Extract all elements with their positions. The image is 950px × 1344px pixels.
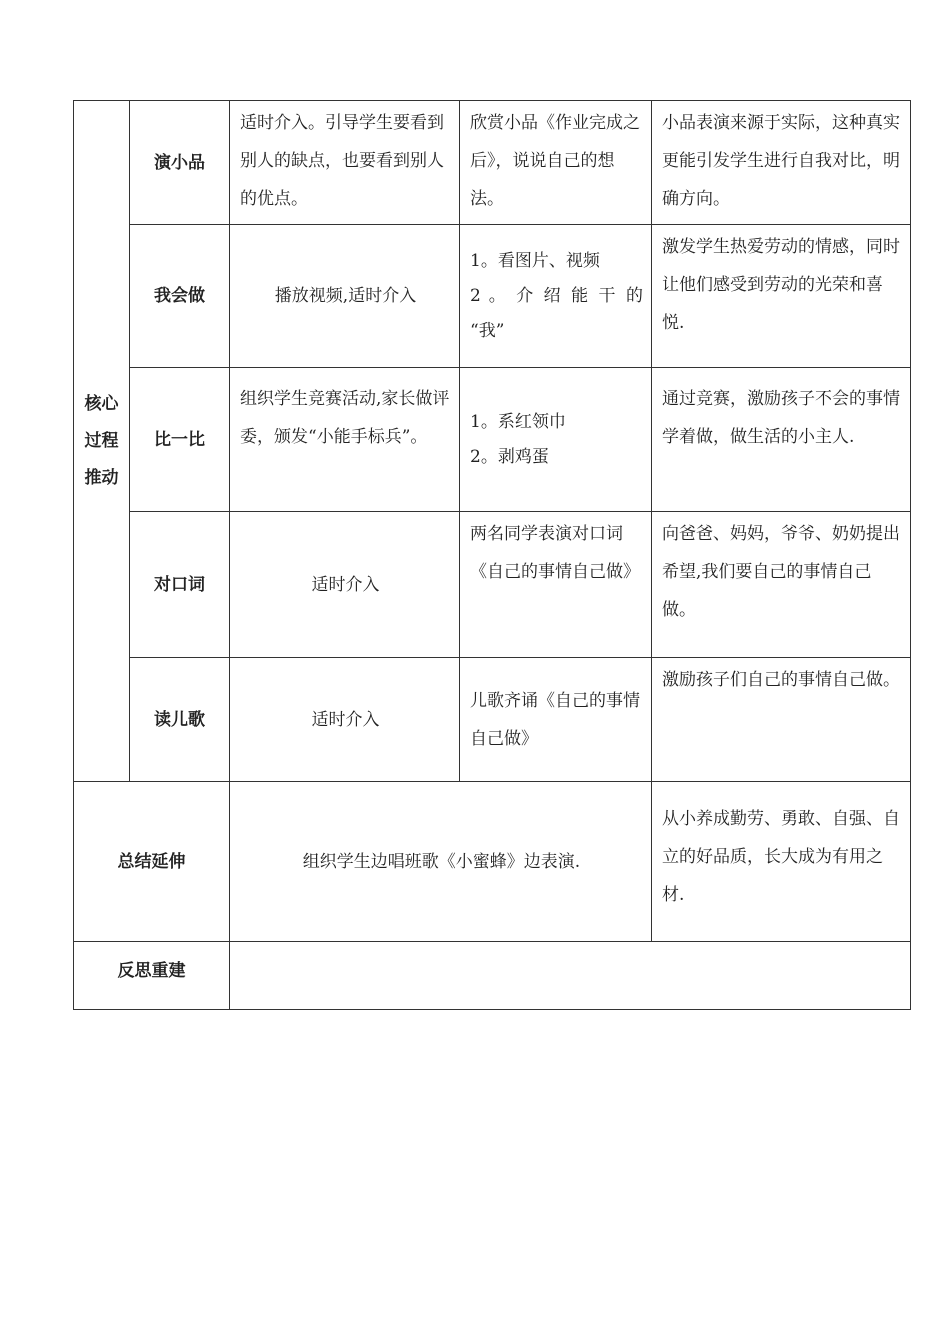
activity-name: 比一比 — [130, 368, 230, 512]
teacher-activity: 适时介入 — [230, 658, 460, 782]
student-activity: 欣赏小品《作业完成之后》，说说自己的想法。 — [460, 101, 652, 225]
student-activity-line: 2 。 介 绍 能 干 的 — [470, 285, 643, 306]
teacher-activity: 适时介入 — [230, 512, 460, 658]
design-intent: 小品表演来源于实际，这种真实更能引发学生进行自我对比，明确方向。 — [652, 101, 911, 225]
student-activity: 儿歌齐诵《自己的事情自己做》 — [460, 658, 652, 782]
table-row — [74, 101, 911, 225]
student-activity — [460, 225, 652, 368]
activity-name: 读儿歌 — [130, 658, 230, 782]
section-label-core-process — [74, 101, 130, 782]
teacher-activity: 适时介入。引导学生要看到别人的缺点，也要看到别人的优点。 — [230, 101, 460, 225]
design-intent: 向爸爸、妈妈，爷爷、奶奶提出希望,我们要自己的事情自己做。 — [652, 512, 911, 658]
table-row — [74, 368, 911, 512]
summary-row — [74, 782, 911, 942]
summary-label: 总结延伸 — [74, 782, 230, 942]
student-activity — [460, 368, 652, 512]
activity-name: 演小品 — [130, 101, 230, 225]
student-activity-line: 1。系红领巾 — [470, 411, 566, 432]
table-row — [74, 658, 911, 782]
teacher-activity: 播放视频,适时介入 — [230, 225, 460, 368]
student-activity: 两名同学表演对口词《自己的事情自己做》 — [460, 512, 652, 658]
reflection-label: 反思重建 — [74, 942, 230, 1010]
design-intent: 激励孩子们自己的事情自己做。 — [652, 658, 911, 782]
activity-name: 我会做 — [130, 225, 230, 368]
reflection-row — [74, 942, 911, 1010]
teacher-activity: 组织学生竞赛活动,家长做评委，颁发“小能手标兵”。 — [230, 368, 460, 512]
section-label-line: 推动 — [84, 467, 119, 488]
design-intent: 激发学生热爱劳动的情感，同时让他们感受到劳动的光荣和喜悦. — [652, 225, 911, 368]
summary-content: 组织学生边唱班歌《小蜜蜂》边表演. — [230, 782, 652, 942]
section-label-line: 核心 — [84, 393, 119, 414]
design-intent: 通过竞赛，激励孩子不会的事情学着做，做生活的小主人. — [652, 368, 911, 512]
summary-intent: 从小养成勤劳、勇敢、自强、自立的好品质，长大成为有用之材. — [652, 782, 911, 942]
student-activity-line: “我” — [470, 320, 505, 341]
table-row — [74, 225, 911, 368]
lesson-plan-table — [73, 100, 911, 1010]
reflection-content — [230, 942, 911, 1010]
activity-name: 对口词 — [130, 512, 230, 658]
student-activity-line: 2。剥鸡蛋 — [470, 446, 549, 467]
section-label-line: 过程 — [84, 430, 119, 451]
student-activity-line: 1。看图片、视频 — [470, 250, 600, 271]
table-row — [74, 512, 911, 658]
